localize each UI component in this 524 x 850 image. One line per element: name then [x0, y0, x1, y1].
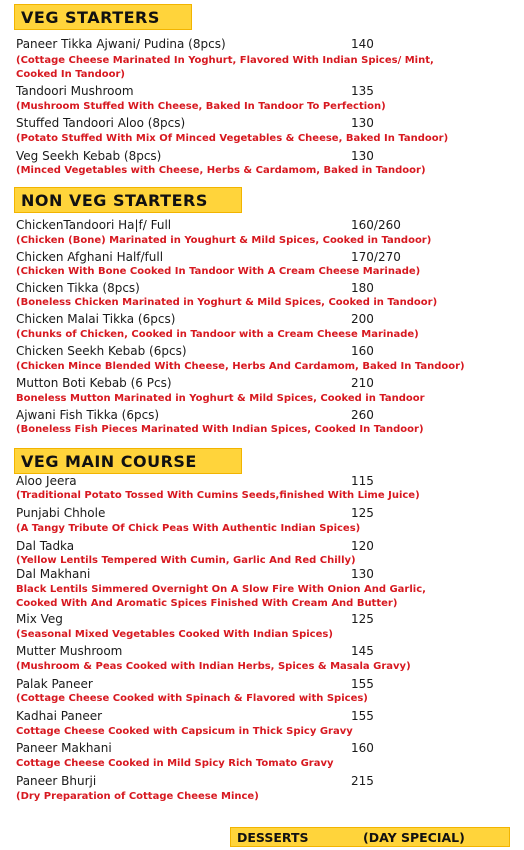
item-desc: (Dry Preparation of Cottage Cheese Mince) — [16, 791, 259, 802]
item-desc: (Chunks of Chicken, Cooked in Tandoor with a Cream Cheese Marinade) — [16, 329, 419, 340]
item-desc: (Traditional Potato Tossed With Cumins Seeds,finished With Lime Juice) — [16, 490, 420, 501]
item-desc: Cooked With And Aromatic Spices Finished With Cream And Butter) — [16, 598, 398, 609]
item-price: 125 — [351, 506, 374, 520]
item-name: Mutter Mushroom — [16, 644, 123, 658]
item-desc: (Seasonal Mixed Vegetables Cooked With Indian Spices) — [16, 629, 333, 640]
item-price: 125 — [351, 612, 374, 626]
item-name: Mix Veg — [16, 612, 63, 626]
item-price: 130 — [351, 116, 374, 130]
section-title-veg-starters: VEG STARTERS — [14, 4, 192, 30]
item-name: Mutton Boti Kebab (6 Pcs) — [16, 376, 172, 390]
item-price: 140 — [351, 37, 374, 51]
item-name: Chicken Malai Tikka (6pcs) — [16, 312, 176, 326]
item-name: Aloo Jeera — [16, 474, 77, 488]
item-name: Chicken Tikka (8pcs) — [16, 281, 140, 295]
item-name: Stuffed Tandoori Aloo (8pcs) — [16, 116, 186, 130]
item-price: 160/260 — [351, 218, 401, 232]
item-name: Paneer Makhani — [16, 741, 112, 755]
item-name: Palak Paneer — [16, 677, 93, 691]
item-name: Ajwani Fish Tikka (6pcs) — [16, 408, 160, 422]
item-price: 210 — [351, 376, 374, 390]
item-price: 200 — [351, 312, 374, 326]
item-price: 145 — [351, 644, 374, 658]
item-desc: Cottage Cheese Cooked with Capsicum in Thick Spicy Gravy — [16, 726, 353, 737]
item-desc: Cottage Cheese Cooked in Mild Spicy Rich Tomato Gravy — [16, 758, 334, 769]
item-price: 155 — [351, 709, 374, 723]
footer-desserts-label: DESSERTS — [237, 830, 309, 845]
item-desc: (Cottage Cheese Cooked with Spinach & Flavored with Spices) — [16, 693, 368, 704]
item-price: 130 — [351, 149, 374, 163]
item-price: 160 — [351, 344, 374, 358]
item-name: Tandoori Mushroom — [16, 84, 134, 98]
item-desc: Cooked In Tandoor) — [16, 69, 126, 80]
item-desc: (Cottage Cheese Marinated In Yoghurt, Flavored With Indian Spices/ Mint, — [16, 55, 434, 66]
item-price: 135 — [351, 84, 374, 98]
item-desc: (Mushroom & Peas Cooked with Indian Herbs, Spices & Masala Gravy) — [16, 661, 411, 672]
item-price: 155 — [351, 677, 374, 691]
item-desc: (Boneless Chicken Marinated in Yoghurt & Mild Spices, Cooked in Tandoor) — [16, 297, 438, 308]
item-desc: (Yellow Lentils Tempered With Cumin, Garlic And Red Chilly) — [16, 555, 356, 566]
section-title-veg-main-course: VEG MAIN COURSE — [14, 448, 242, 474]
item-desc: (Boneless Fish Pieces Marinated With Indian Spices, Cooked In Tandoor) — [16, 424, 424, 435]
item-price: 160 — [351, 741, 374, 755]
item-price: 115 — [351, 474, 374, 488]
section-title-non-veg-starters: NON VEG STARTERS — [14, 187, 242, 213]
item-name: ChickenTandoori Ha|f/ Full — [16, 218, 172, 232]
item-desc: (Potato Stuffed With Mix Of Minced Vegetables & Cheese, Baked In Tandoor) — [16, 133, 449, 144]
footer-day-special-label: (DAY SPECIAL) — [363, 830, 465, 845]
footer-bar-desserts — [230, 827, 510, 847]
item-name: Chicken Afghani Half/full — [16, 250, 164, 264]
item-desc: (Chicken Mince Blended With Cheese, Herbs And Cardamom, Baked In Tandoor) — [16, 361, 465, 372]
item-price: 120 — [351, 539, 374, 553]
item-name: Kadhai Paneer — [16, 709, 103, 723]
item-name: Paneer Tikka Ajwani/ Pudina (8pcs) — [16, 37, 226, 51]
item-desc: Boneless Mutton Marinated in Yoghurt & Mild Spices, Cooked in Tandoor — [16, 393, 425, 404]
item-name: Punjabi Chhole — [16, 506, 106, 520]
item-desc: (Mushroom Stuffed With Cheese, Baked In Tandoor To Perfection) — [16, 101, 386, 112]
item-desc: (Chicken With Bone Cooked In Tandoor With A Cream Cheese Marinade) — [16, 266, 421, 277]
item-price: 215 — [351, 774, 374, 788]
item-name: Veg Seekh Kebab (8pcs) — [16, 149, 162, 163]
item-name: Paneer Bhurji — [16, 774, 97, 788]
item-desc: Black Lentils Simmered Overnight On A Slow Fire With Onion And Garlic, — [16, 584, 426, 595]
item-name: Dal Makhani — [16, 567, 91, 581]
item-price: 180 — [351, 281, 374, 295]
item-price: 170/270 — [351, 250, 401, 264]
item-name: Dal Tadka — [16, 539, 75, 553]
item-name: Chicken Seekh Kebab (6pcs) — [16, 344, 187, 358]
item-price: 260 — [351, 408, 374, 422]
item-desc: (Minced Vegetables with Cheese, Herbs & Cardamom, Baked in Tandoor) — [16, 165, 426, 176]
item-desc: (Chicken (Bone) Marinated in Youghurt & Mild Spices, Cooked in Tandoor) — [16, 235, 432, 246]
item-price: 130 — [351, 567, 374, 581]
item-desc: (A Tangy Tribute Of Chick Peas With Authentic Indian Spices) — [16, 523, 361, 534]
